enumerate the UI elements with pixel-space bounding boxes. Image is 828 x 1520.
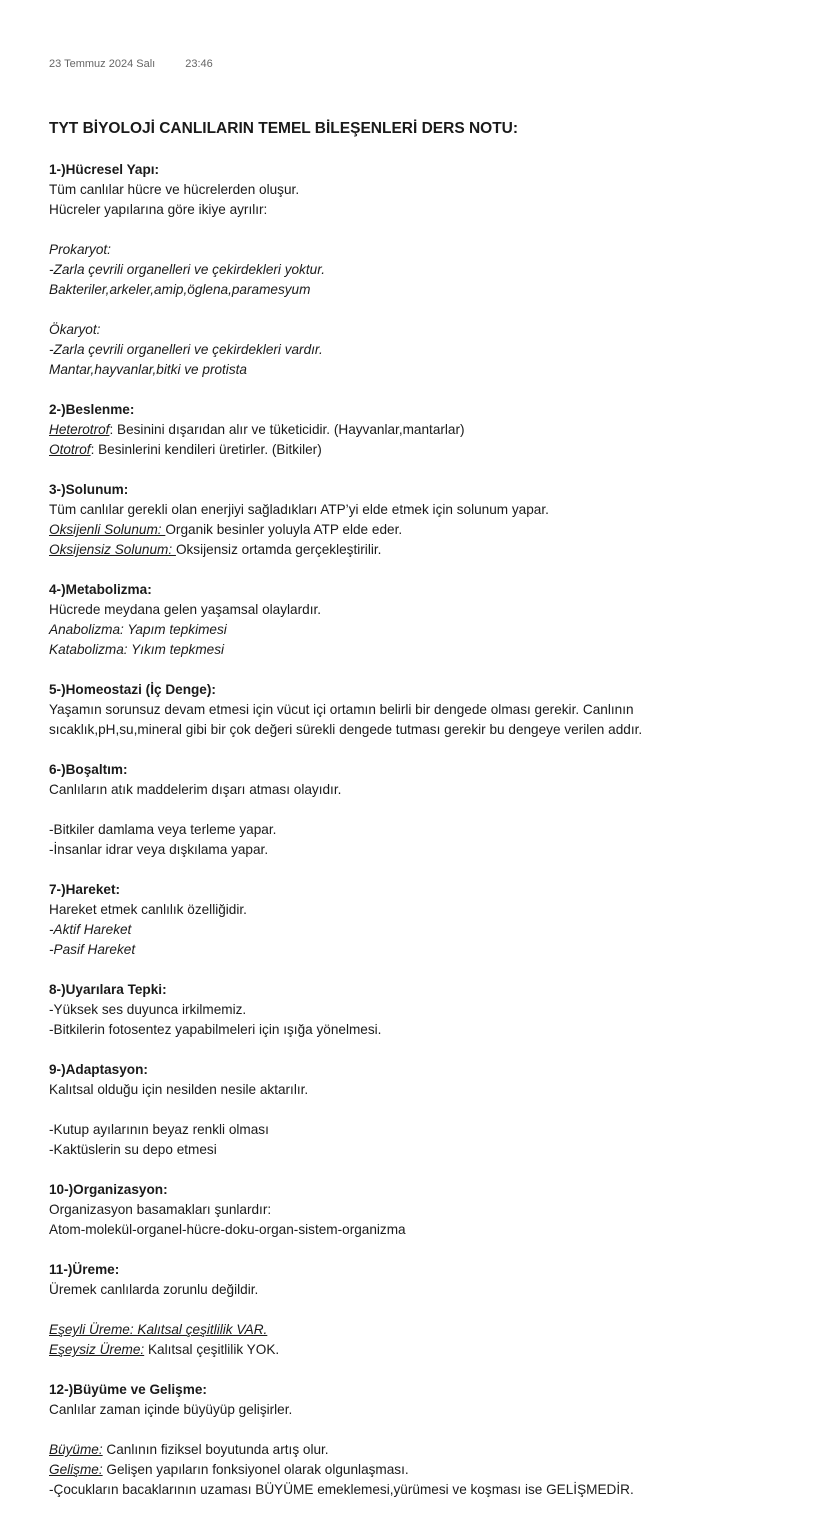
term-gelisme: Gelişme: [49,1462,103,1477]
text-line: Kalıtsal olduğu için nesilden nesile aktarılır. [49,1082,309,1097]
text-line: Mantar,hayvanlar,bitki ve protista [49,362,247,377]
term-definition: Canlının fiziksel boyutunda artış olur. [102,1442,329,1457]
section-ureme [49,1260,809,1360]
term-definition: Gelişen yapıların fonksiyonel olarak olgunlaşması. [102,1462,409,1477]
note-timestamp [49,56,213,72]
section-heading: 4-)Metabolizma: [49,582,152,597]
note-body[interactable] [49,118,809,1520]
text-line: -Bitkiler damlama veya terleme yapar. [49,822,277,837]
text-line: -Kaktüslerin su depo etmesi [49,1142,217,1157]
note-date: 23 Temmuz 2024 Salı [49,58,156,70]
term-definition: Kalıtsal çeşitlilik YOK. [144,1342,280,1357]
text-line: Atom-molekül-organel-hücre-doku-organ-sistem-organizma [49,1222,406,1237]
note-time: 23:46 [185,58,213,70]
text-line: -Zarla çevrili organelleri ve çekirdekleri vardır. [49,342,323,357]
section-heading: 10-)Organizasyon: [49,1182,168,1197]
section-heading: 1-)Hücresel Yapı: [49,162,160,177]
text-line: -Pasif Hareket [49,942,136,957]
text-line: Hücrede meydana gelen yaşamsal olaylardır. [49,602,322,617]
term-oksijenli-solunum: Oksijenli Solunum: [49,522,166,537]
term-definition: : Besinlerini kendileri üretirler. (Bitkiler) [90,442,322,457]
text-line [49,440,809,460]
text-line: Katabolizma: Yıkım tepkmesi [49,642,225,657]
text-line: -Yüksek ses duyunca irkilmemiz. [49,1002,247,1017]
section-hucresel-yapi [49,160,809,380]
text-line: -Kutup ayılarının beyaz renkli olması [49,1122,269,1137]
term-definition: : Besinini dışarıdan alır ve tüketicidir. (Hayvanlar,mantarlar) [109,422,465,437]
section-heading: 5-)Homeostazi (İç Denge): [49,682,216,697]
text-line [49,1460,809,1480]
section-bosaltim [49,760,809,860]
section-hareket [49,880,809,960]
term-definition: Oksijensiz ortamda gerçekleştirilir. [175,542,382,557]
term-eseysiz-ureme: Eşeysiz Üreme: [49,1342,145,1357]
term-eseyli-ureme: Eşeyli Üreme: Kalıtsal çeşitlilik VAR. [49,1322,268,1337]
text-line [49,1340,809,1360]
section-heading: 8-)Uyarılara Tepki: [49,982,167,997]
section-homeostazi [49,680,809,740]
text-line: Tüm canlılar gerekli olan enerjiyi sağladıkları ATP’yi elde etmek için solunum yapar. [49,502,549,517]
section-beslenme [49,400,809,460]
text-line: Organizasyon basamakları şunlardır: [49,1202,272,1217]
section-heading: 3-)Solunum: [49,482,129,497]
section-heading: 9-)Adaptasyon: [49,1062,148,1077]
text-line [49,520,809,540]
section-adaptasyon [49,1060,809,1160]
section-uyarilara-tepki [49,980,809,1040]
term-heterotrof: Heterotrof [49,422,110,437]
note-title: TYT BİYOLOJİ CANLILARIN TEMEL BİLEŞENLERİ DERS NOTU: [49,120,519,137]
section-organizasyon [49,1180,809,1240]
section-metabolizma [49,580,809,660]
text-line: -Zarla çevrili organelleri ve çekirdekleri yoktur. [49,262,325,277]
subheading-okaryot: Ökaryot: [49,322,101,337]
text-line: Hareket etmek canlılık özelliğidir. [49,902,247,917]
text-line: sıcaklık,pH,su,mineral gibi bir çok değeri sürekli dengede tutması gerekir bu dengeye verilen addır. [49,722,643,737]
section-buyume-gelisme [49,1380,809,1500]
term-oksijensiz-solunum: Oksijensiz Solunum: [49,542,176,557]
text-line: Canlılar zaman içinde büyüyüp gelişirler. [49,1402,293,1417]
text-line: Tüm canlılar hücre ve hücrelerden oluşur. [49,182,300,197]
section-heading: 7-)Hareket: [49,882,121,897]
text-line: -Aktif Hareket [49,922,132,937]
term-definition: Organik besinler yoluyla ATP elde eder. [165,522,403,537]
text-line [49,540,809,560]
text-line: -Çocukların bacaklarının uzaması BÜYÜME emeklemesi,yürümesi ve koşması ise GELİŞMEDİR. [49,1482,634,1497]
section-heading: 6-)Boşaltım: [49,762,128,777]
section-heading: 12-)Büyüme ve Gelişme: [49,1382,207,1397]
section-solunum [49,480,809,560]
term-ototrof: Ototrof [49,442,91,457]
text-line: Hücreler yapılarına göre ikiye ayrılır: [49,202,268,217]
text-line: -İnsanlar idrar veya dışkılama yapar. [49,842,269,857]
subheading-prokaryot: Prokaryot: [49,242,111,257]
section-heading: 11-)Üreme: [49,1262,120,1277]
text-line: Yaşamın sorunsuz devam etmesi için vücut içi ortamın belirli bir dengede olması gerekir. Canlının [49,702,634,717]
text-line: Bakteriler,arkeler,amip,öglena,paramesyum [49,282,311,297]
text-line: -Bitkilerin fotosentez yapabilmeleri için ışığa yönelmesi. [49,1022,382,1037]
text-line: Üremek canlılarda zorunlu değildir. [49,1282,259,1297]
text-line: Canlıların atık maddelerim dışarı atması olayıdır. [49,782,342,797]
term-buyume: Büyüme: [49,1442,103,1457]
text-line [49,1440,809,1460]
section-heading: 2-)Beslenme: [49,402,135,417]
text-line [49,420,809,440]
text-line: Anabolizma: Yapım tepkimesi [49,622,227,637]
